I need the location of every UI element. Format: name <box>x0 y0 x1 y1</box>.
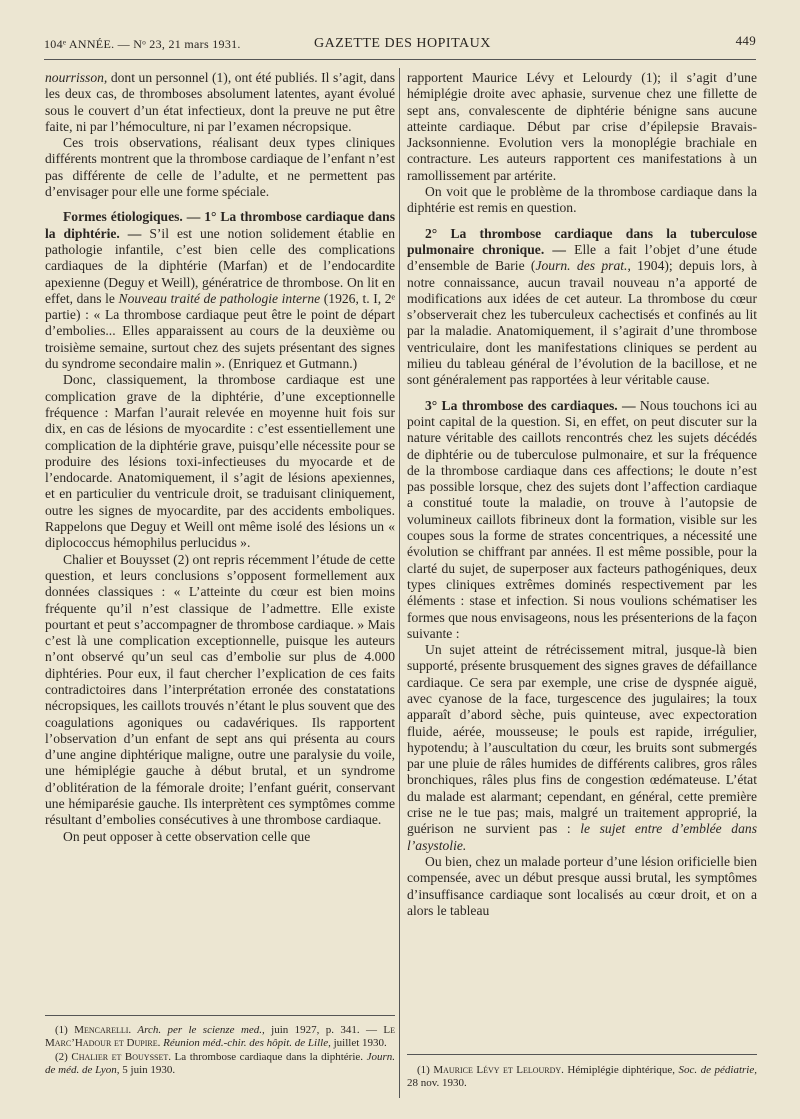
italic-text: le sujet entre d’emblée dans l’asystolie. <box>407 821 757 853</box>
header-rule <box>44 59 756 60</box>
paragraph-text: S’il est une notion solidement établie en pathologie infantile, c’est bien celle des complications cardiaques de la diphtérie (Marfan) et de l’endocardite apexienne (Deguy et Weill), génératrice de thrombose. On lit en effet, dans le <box>45 225 395 306</box>
footnote-number: (2) <box>55 1050 72 1063</box>
italic-text: Soc. de pédiatrie, <box>678 1064 757 1076</box>
running-header <box>44 33 756 55</box>
footnote-text: 5 juin 1930. <box>119 1064 176 1077</box>
paragraph: Chalier et Bouysset (2) ont repris récemment l’étude de cette question, et leurs conclusions s’opposent formellement aux données classiques : « L’atteinte du cœur est bien moins fréquente qu’il n’est classique de l’admettre. Elle existe pourtant et peut s’accompagner de thrombose cardiaque. » Mais c’est là une complication exceptionnelle, puisque les auteurs n’ont observé qu’un seul cas d’embolie sur plus de 4.000 diphtéries. Pour eux, il faut chercher l’explication de ces faits contradictoires dans l’interprétation erronée des constatations nécropsiques, les caillots trouvés n’étant le plus souvent que des coagulations agoniques ou cadavériques. Ils rapportent l’observation d’un enfant de sept ans qui présenta au cours d’une angine diphtérique maligne, outre une paralysie du voile, une hémiplégie gauche à début brutal, et un syndrome d’oblitération de la fémorale droite; l’enfant guérit, conservant une hémiparésie gauche. Ils interprètent ces symptômes comme résultant d’embolies consécutives à une thrombose cardiaque. <box>45 551 395 828</box>
section-heading: 3° La thrombose des cardiaques. — <box>425 397 636 413</box>
paragraph: On peut opposer à cette observation celle que <box>63 828 311 844</box>
section-heading: 2° La thrombose cardiaque dans la tuberculose pulmonaire chronique. — <box>407 225 757 257</box>
left-column <box>45 70 395 845</box>
footnotes-right <box>407 1064 757 1091</box>
italic-text: Réunion méd.-chir. des hôpit. de Lille, <box>160 1037 331 1050</box>
journal-title: GAZETTE DES HOPITAUX <box>314 36 491 51</box>
italic-text: nourrisson, <box>45 70 108 85</box>
paragraph-text: Un sujet atteint de rétrécissement mitral, jusque-là bien supporté, présente brusquement des signes graves de défaillance cardiaque. Ce sera par exemple, une crise de dyspnée aiguë, avec cyanose de la face, turgescence des jugulaires; la toux apparaît d’abord sèche, puis quinteuse, avec expectoration fluide, aérée, mousseuse; le pouls est rapide, irrégulier, hypotendu; à l’auscultation du cœur, les bruits sont submergés par une pluie de râles humides de différents calibres, gros râles bronchiques, râles plus fins de congestion œdémateuse. L’état du malade est alarmant; cependant, en général, cette première crise ne le tue pas; mais, malgré un traitement approprié, la guérison ne survient pas : <box>407 642 757 837</box>
footnote <box>45 1051 395 1078</box>
footnote-text: 28 nov. 1930. <box>407 1077 467 1090</box>
paragraph-text: (1926, t. I, 2ᵉ partie) : « La thrombose cardiaque peut être le point de départ d’embolies... Elles apparaissent au cours de la deuxième ou troisième semaine, surtout chez des sujets présentant des signes du syndrome secondaire malin ». (Enriquez et Gutmann.) <box>45 290 395 372</box>
italic-text: Journ. de méd. de Lyon, <box>45 1050 395 1077</box>
page-number: 449 <box>735 33 756 48</box>
section-paragraph <box>407 226 757 389</box>
paragraph: Donc, classiquement, la thrombose cardiaque est une complication grave de la diphtérie, d’une exceptionnelle fréquence : Marfan l’aurait relevée en moyenne huit fois sur dix, en cas de lésions de myocardite : c’est essentiellement une complication de la diphtérie grave, puisqu’elle nécessite pour se produire des lésions toxi-infectieuses du myocarde et de l’endocarde. Anatomiquement, il s’agit de lésions apexiennes, et en particulier du ventricule droit, se traduisant cliniquement, outre les signes de myocardite, par des accidents emboliques. Rappelons que Deguy et Weill ont même isolé des lésions un « diplococcus hémophilus perlucidus ». <box>45 372 395 551</box>
footnote <box>407 1064 757 1091</box>
italic-text: Nouveau traité de pathologie interne <box>118 290 321 306</box>
footnotes-left <box>45 1024 395 1078</box>
footnote-text: juin 1927, p. 341. — <box>264 1024 378 1036</box>
section-heading: Formes étiologiques. — 1° La thrombose cardiaque dans la diphtérie. — <box>45 209 395 241</box>
paragraph: On voit que le problème de la thrombose cardiaque dans la diphtérie est remis en question. <box>407 184 757 216</box>
paragraph-text: dont un personnel (1), ont été publiés. Il s’agit, dans les deux cas, de thromboses absolument latentes, ayant évolué sous le couvert d’un état infectieux, dont la preuve ne put être faite, ni par l’hémoculture, ni par l’examen nécropsique. <box>45 70 395 134</box>
footnote-author: Chalier et Bouysset. <box>71 1050 171 1063</box>
footnote-number: (1) <box>55 1024 75 1036</box>
footnote-author: Mencarelli. <box>74 1024 132 1036</box>
section-paragraph <box>45 209 395 372</box>
footnote-author: Maurice Lévy et Lelourdy. <box>433 1064 564 1076</box>
paragraph-text: Elle a fait l’objet d’une étude d’ensemble de Barie ( <box>407 241 757 274</box>
paragraph <box>407 642 757 854</box>
paragraph-text: , 1904); depuis lors, à notre connaissance, aucun travail nouveau n’a apporté de modifications aux idées de cet auteur. La thrombose du cœur s’observerait chez les tuberculeux cachectisés et confinés au lit par la maladie. Anatomiquement, il s’agirait d’une thrombose ventriculaire, dont les manifestations cliniques se perdent au milieu du tableau général de l’évolution de la bacillose, et ne sont généralement pas rapportées à leur véritable cause. <box>407 258 757 388</box>
paragraph <box>45 70 395 135</box>
italic-text: Journ. des prat. <box>535 258 628 274</box>
footnote-text: Hémiplégie diphtérique, <box>563 1064 679 1076</box>
section-paragraph <box>407 398 757 642</box>
italic-text: Arch. per le scienze med., <box>131 1024 265 1036</box>
right-column <box>407 70 757 919</box>
footnote-rule <box>407 1054 757 1055</box>
paragraph: rapportent Maurice Lévy et Lelourdy (1); il s’agit d’une hémiplégie droite avec aphasie, survenue chez une fillette de sept ans, convalescente de diphtérie bénigne sans aucune atteinte cardiaque. Début par crise d’épilepsie Bravais-Jacksonnienne. Evolution vers la monoplégie brachiale en contracture. Les auteurs rapportent ces manifestations à un ramollissement par artérite. <box>407 70 757 183</box>
paragraph-text: Nous touchons ici au point capital de la question. Si, en effet, on peut discuter sur la nature véritable des caillots rencontrés chez les sujets décédés de diphtérie ou de tuberculose pulmonaire, et sur la fréquence de la thrombose cardiaque dans ces affections; le doute n’est pas possible lorsque, chez des sujets dont l’affection cardiaque a constitué toute la maladie, on trouve à l’autopsie de volumineux caillots fibrineux dont la formation, visible sur les coupes sous la forme de strates concentriques, a nécessité une évolution se chiffrant par années. Il est même possible, pour la clarté du sujet, de superposer aux facteurs pathogéniques, deux types cliniques extrêmes dominés respectivement par les éléments : stase et infection. Si nous voulions schématiser les formes que nous envisageons, nous les présenterions de la façon suivante : <box>407 397 757 641</box>
issue-info: 104ᵉ ANNÉE. — Nᵒ 23, 21 mars 1931. <box>44 37 241 51</box>
footnote <box>45 1024 395 1051</box>
footnote-text: juillet 1930. <box>330 1037 387 1050</box>
paragraph: Ou bien, chez un malade porteur d’une lésion orificielle bien compensée, avec un début presque aussi brutal, les symptômes d’insuffisance cardiaque sont localisés au cœur droit, et on a alors le tableau <box>407 853 757 918</box>
paragraph: Ces trois observations, réalisant deux types cliniques différents montrent que la thrombose cardiaque de l’enfant n’est pas différente de celle de l’adulte, et ne permettent pas d’envisager pour elle une forme spéciale. <box>45 135 395 200</box>
footnote-author: Le Marc’Hadour et Dupire. <box>45 1024 395 1050</box>
footnote-rule <box>45 1015 395 1016</box>
footnote-number: (1) <box>417 1064 434 1076</box>
column-rule <box>399 68 400 1098</box>
footnote-text: La thrombose cardiaque dans la diphtérie. <box>171 1050 367 1063</box>
